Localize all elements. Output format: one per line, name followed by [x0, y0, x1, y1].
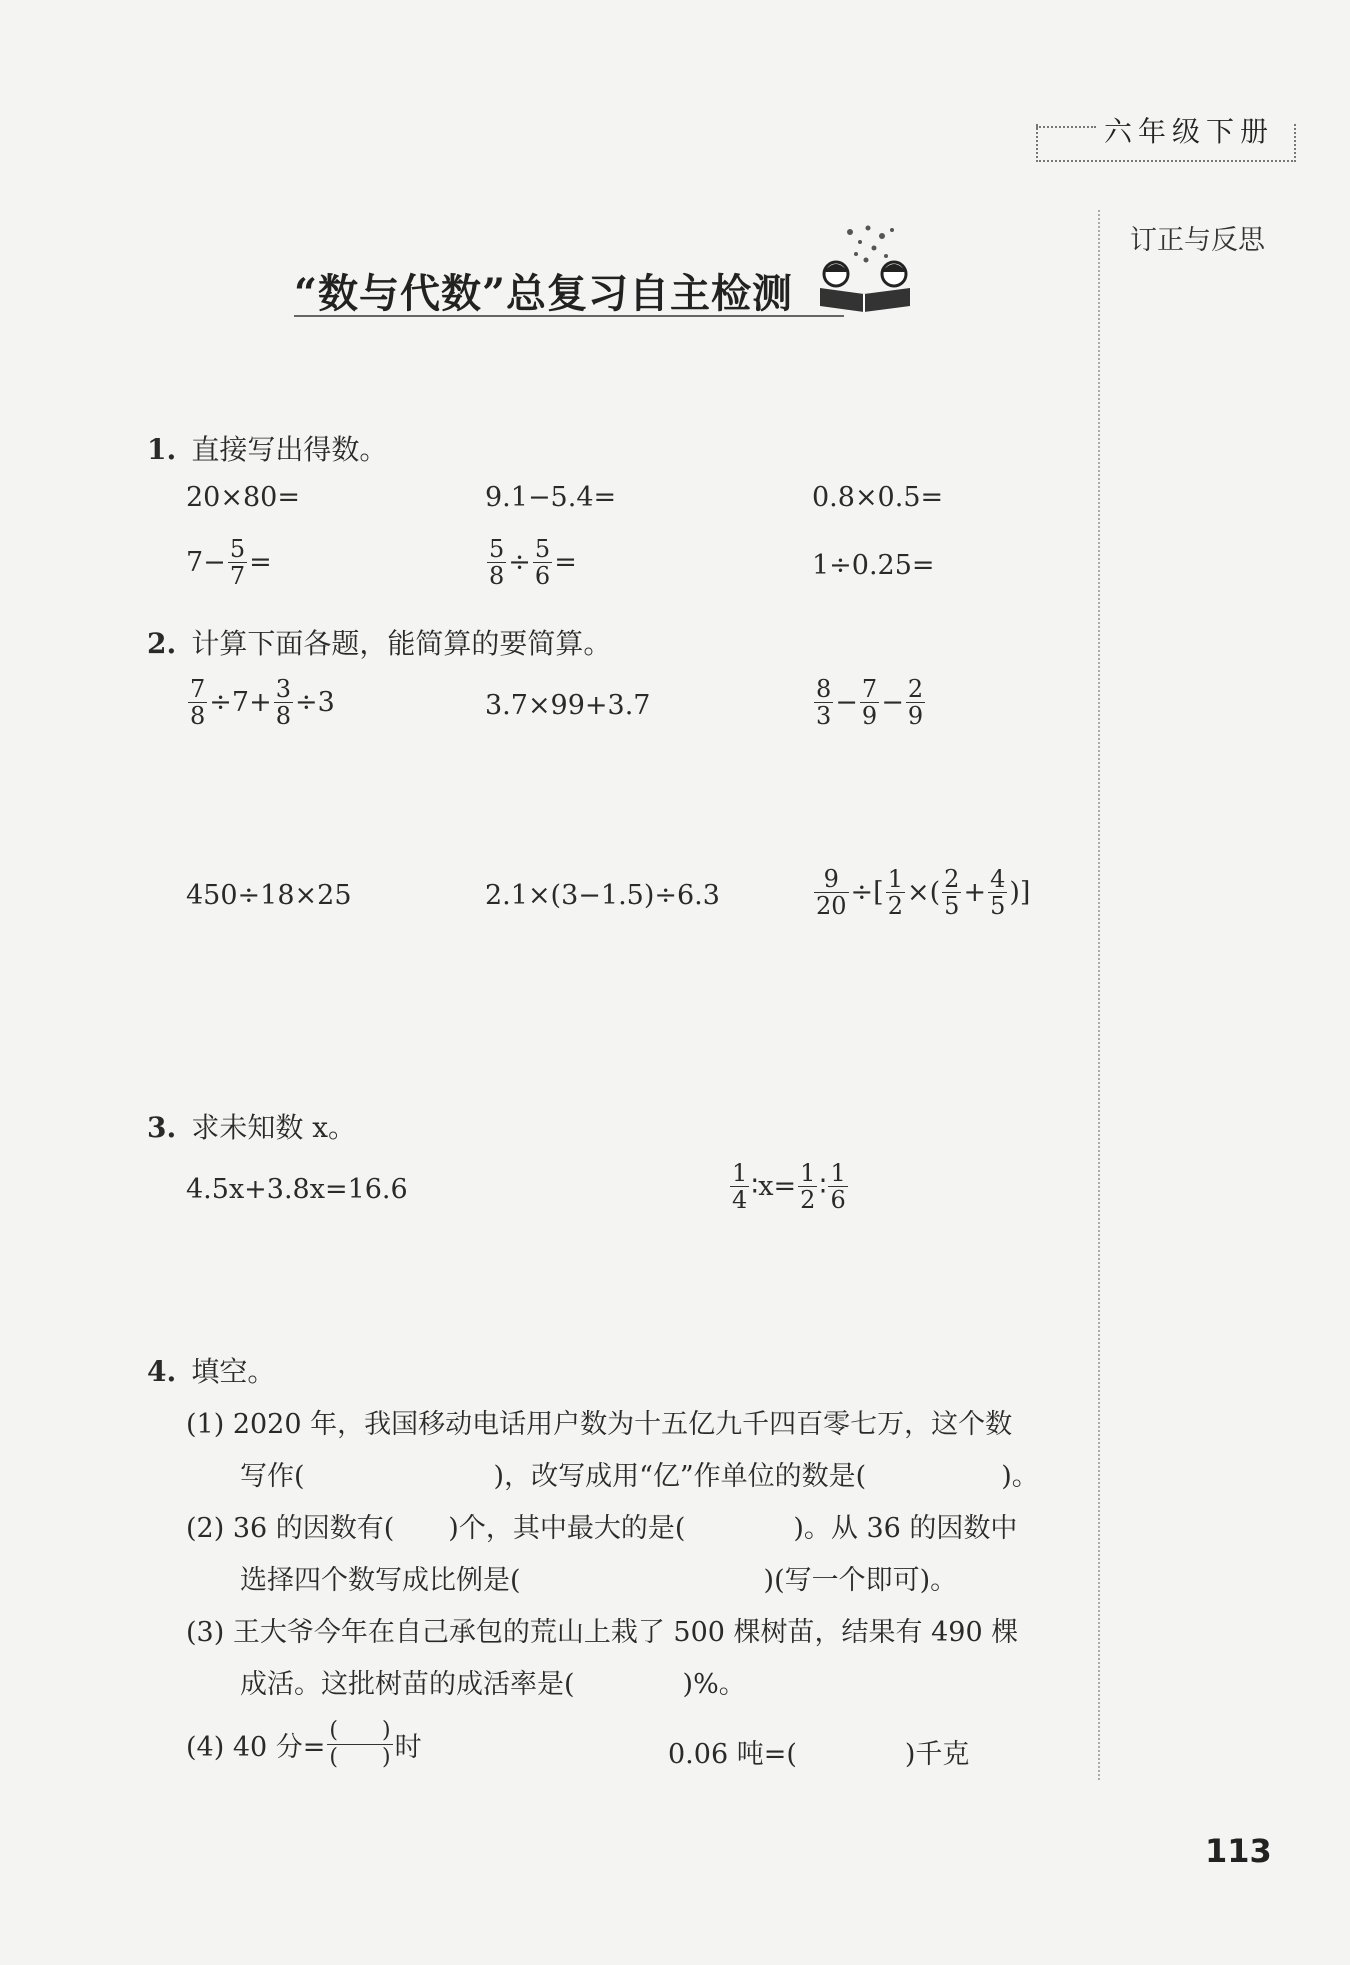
q4-part-3-line-2: 成活。这批树苗的成活率是( )%。 [240, 1669, 746, 1700]
question-number: 4. [147, 1355, 177, 1388]
q2-expr-e: 2.1×(3−1.5)÷6.3 [485, 880, 720, 911]
expr-text: = [249, 547, 272, 578]
question-4-heading [147, 1350, 275, 1390]
fraction: $\frac{7}{9}$ [861, 675, 878, 730]
expr-text: )] [1009, 877, 1031, 908]
page-title: “数与代数”总复习自主检测 [294, 270, 794, 317]
fraction: $\frac{8}{3}$ [816, 675, 832, 730]
question-number: 2. [147, 627, 177, 660]
expr-text: + [963, 877, 987, 908]
fraction: $\frac{7}{8}$ [190, 675, 206, 730]
q4-part-3-line-1: (3) 王大爷今年在自己承包的荒山上栽了 500 棵树苗，结果有 490 棵 [186, 1617, 1019, 1648]
fraction: $\frac{1}{2}$ [800, 1159, 816, 1214]
fraction: $\frac{5}{8}$ [489, 535, 505, 590]
question-number: 1. [147, 433, 177, 466]
q2-expr-b: 3.7×99+3.7 [485, 690, 651, 721]
question-prompt: 填空。 [191, 1355, 276, 1388]
question-2-heading [147, 622, 611, 662]
q2-expr-a [186, 676, 335, 729]
q1-expr-5 [485, 536, 577, 589]
q1-expr-1: 20×80= [186, 482, 300, 513]
expr-text: ×( [907, 877, 941, 908]
q3-expr-b [728, 1160, 850, 1213]
fraction: $\frac{5}{6}$ [534, 535, 551, 590]
expr-text: − [835, 687, 858, 718]
expr-text: (4) 40 分= [186, 1732, 326, 1763]
expr-text: ÷[ [850, 877, 884, 908]
fraction: $\frac{4}{5}$ [990, 865, 1006, 920]
fraction: $\frac{5}{7}$ [229, 535, 246, 590]
expr-text: − [881, 687, 904, 718]
fraction-blank: $\frac{( )}{( )}$ [329, 1718, 391, 1770]
q2-expr-d: 450÷18×25 [186, 880, 352, 911]
q2-expr-f [812, 866, 1030, 919]
question-prompt: 求未知数 x。 [191, 1111, 357, 1144]
page-number: 113 [1205, 1832, 1272, 1870]
q4-part-4-a [186, 1718, 422, 1771]
question-prompt: 直接写出得数。 [191, 433, 388, 466]
reflection-column-title: 订正与反思 [1130, 225, 1265, 256]
q3-expr-a: 4.5x+3.8x=16.6 [186, 1174, 408, 1205]
expr-text: = [554, 547, 577, 578]
question-1-heading [147, 428, 387, 468]
q4-part-1-line-1: (1) 2020 年，我国移动电话用户数为十五亿九千四百零七万，这个数 [186, 1409, 1013, 1440]
q4-part-4-b: 0.06 吨=( )千克 [668, 1739, 970, 1770]
question-number: 3. [147, 1111, 177, 1144]
margin-divider [1098, 210, 1100, 1780]
reading-children-icon [810, 222, 920, 318]
expr-text: ÷ [508, 547, 531, 578]
title-underline [294, 315, 844, 317]
q2-expr-c [812, 676, 927, 729]
grade-label: 六年级下册 [1104, 115, 1275, 148]
fraction: $\frac{3}{8}$ [275, 675, 291, 730]
q4-part-1-line-2: 写作( )，改写成用“亿”作单位的数是( )。 [240, 1461, 1039, 1492]
q4-part-2-line-1: (2) 36 的因数有( )个，其中最大的是( )。从 36 的因数中 [186, 1513, 1018, 1544]
fraction: $\frac{1}{6}$ [830, 1159, 846, 1214]
expr-text: 时 [394, 1732, 422, 1763]
q1-expr-4 [186, 536, 272, 589]
q1-expr-2: 9.1−5.4= [485, 482, 617, 513]
expr-text: ∶ [819, 1171, 827, 1202]
q1-expr-3: 0.8×0.5= [812, 482, 944, 513]
expr-text: ∶x= [751, 1171, 797, 1202]
fraction: $\frac{9}{20}$ [816, 865, 847, 920]
fraction: $\frac{1}{4}$ [732, 1159, 748, 1214]
q4-part-2-line-2: 选择四个数写成比例是( )(写一个即可)。 [240, 1565, 958, 1596]
expr-text: 7− [186, 547, 226, 578]
question-3-heading [147, 1106, 356, 1146]
expr-text: ÷7+ [209, 687, 272, 718]
expr-text: ÷3 [295, 687, 335, 718]
fraction: $\frac{2}{5}$ [944, 865, 960, 920]
fraction: $\frac{1}{2}$ [887, 865, 903, 920]
fraction: $\frac{2}{9}$ [907, 675, 924, 730]
q1-expr-6: 1÷0.25= [812, 550, 935, 581]
question-prompt: 计算下面各题，能简算的要简算。 [191, 627, 612, 660]
